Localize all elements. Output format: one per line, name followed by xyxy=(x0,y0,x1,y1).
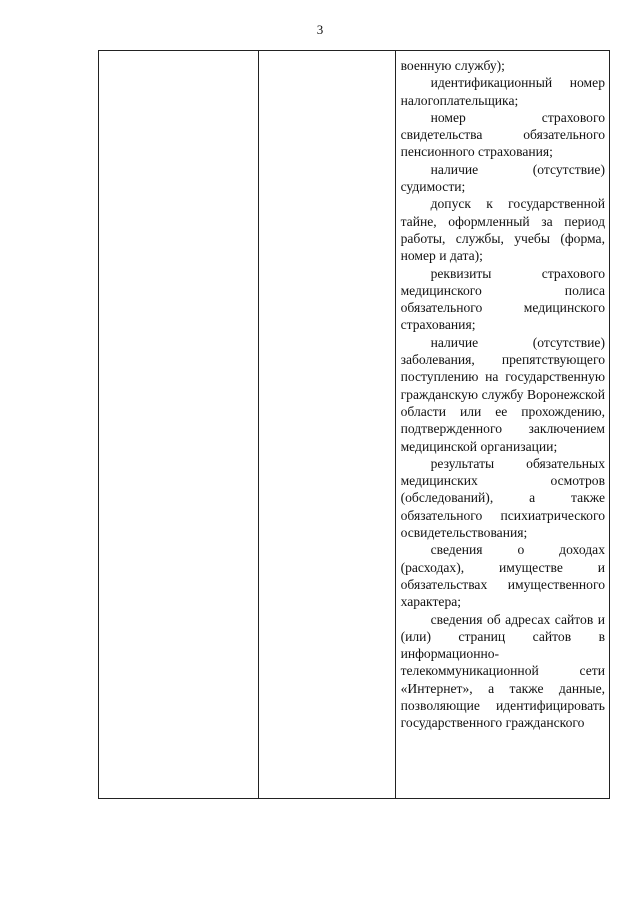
table-row xyxy=(99,51,610,799)
table-cell-3 xyxy=(395,51,609,799)
document-table xyxy=(98,50,610,799)
paragraph: реквизиты страхового медицинского полиса обязательного медицинского страхования; xyxy=(400,265,605,333)
cell-3-text xyxy=(396,51,609,732)
table-cell-2 xyxy=(259,51,395,799)
cell-2-text xyxy=(259,51,394,57)
page-number: 3 xyxy=(316,22,324,37)
table-cell-1 xyxy=(99,51,259,799)
paragraph: наличие (отсутствие) заболевания, препятствующего поступлению на государственную гражданскую службу Воронежской области или ее прохождению, подтвержденного заключением медицинской организации; xyxy=(400,334,605,454)
paragraph: военную службу); xyxy=(400,58,505,73)
cell-1-text xyxy=(99,51,258,57)
paragraph: сведения о доходах (расходах), имуществе и обязательствах имущественного характера; xyxy=(400,542,605,610)
paragraph: наличие (отсутствие) судимости; xyxy=(400,161,605,195)
paragraph: сведения об адресах сайтов и (или) страниц сайтов в информационно-телекоммуникационной сети «Интернет», а также данные, позволяющие идентифицировать государственного гражданского xyxy=(400,611,605,731)
paragraph: номер страхового свидетельства обязательного пенсионного страхования; xyxy=(400,109,605,160)
paragraph: идентификационный номер налогоплательщика; xyxy=(400,75,605,108)
paragraph: результаты обязательных медицинских осмотров (обследований), а также обязательного психиатрического освидетельствования; xyxy=(400,455,605,541)
paragraph: допуск к государственной тайне, оформленный за период работы, службы, учебы (форма, номер и дата); xyxy=(400,196,605,264)
